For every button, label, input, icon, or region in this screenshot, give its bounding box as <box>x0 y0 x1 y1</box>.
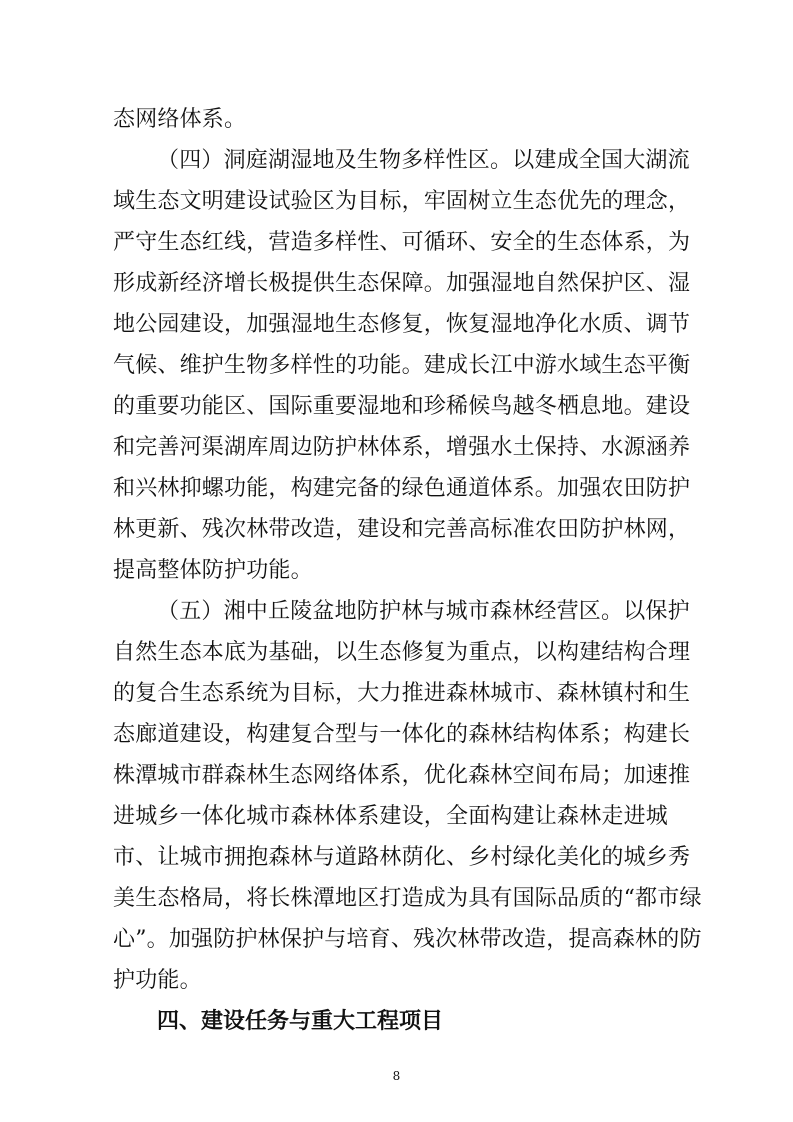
paragraph-line: （五）湘中丘陵盆地防护林与城市森林经营区。以保护 <box>157 599 690 624</box>
paragraph-line: 美生态格局，将长株潭地区打造成为具有国际品质的“都市绿 <box>113 886 702 911</box>
paragraph-line: 态网络体系。 <box>113 107 247 132</box>
paragraph-line: 株潭城市群森林生态网络体系，优化森林空间布局；加速推 <box>113 763 691 788</box>
paragraph-line: 市、让城市拥抱森林与道路林荫化、乡村绿化美化的城乡秀 <box>113 845 691 870</box>
paragraph-line: 护功能。 <box>113 968 202 993</box>
paragraph-line: 形成新经济增长极提供生态保障。加强湿地自然保护区、湿 <box>113 271 691 296</box>
paragraph-line: 和兴林抑螺功能，构建完备的绿色通道体系。加强农田防护 <box>113 476 691 501</box>
page-number: 8 <box>392 1069 401 1083</box>
paragraph-line: 心”。加强防护林保护与培育、残次林带改造，提高森林的防 <box>113 927 702 952</box>
paragraph-line: 林更新、残次林带改造，建设和完善高标准农田防护林网， <box>113 517 691 542</box>
section-heading: 四、建设任务与重大工程项目 <box>157 1009 444 1034</box>
paragraph-line: 态廊道建设，构建复合型与一体化的森林结构体系；构建长 <box>113 722 691 747</box>
paragraph-line: （四）洞庭湖湿地及生物多样性区。以建成全国大湖流 <box>157 148 690 173</box>
paragraph-line: 气候、维护生物多样性的功能。建成长江中游水域生态平衡 <box>113 353 691 378</box>
paragraph-line: 自然生态本底为基础，以生态修复为重点，以构建结构合理 <box>113 640 691 665</box>
paragraph-line: 的重要功能区、国际重要湿地和珍稀候鸟越冬栖息地。建设 <box>113 394 691 419</box>
paragraph-line: 提高整体防护功能。 <box>113 558 313 583</box>
paragraph-line: 域生态文明建设试验区为目标，牢固树立生态优先的理念， <box>113 189 691 214</box>
paragraph-line: 的复合生态系统为目标，大力推进森林城市、森林镇村和生 <box>113 681 691 706</box>
paragraph-line: 严守生态红线，营造多样性、可循环、安全的生态体系，为 <box>113 230 691 255</box>
paragraph-line: 地公园建设，加强湿地生态修复，恢复湿地净化水质、调节 <box>113 312 691 337</box>
paragraph-line: 进城乡一体化城市森林体系建设，全面构建让森林走进城 <box>113 804 669 829</box>
paragraph-line: 和完善河渠湖库周边防护林体系，增强水土保持、水源涵养 <box>113 435 691 460</box>
